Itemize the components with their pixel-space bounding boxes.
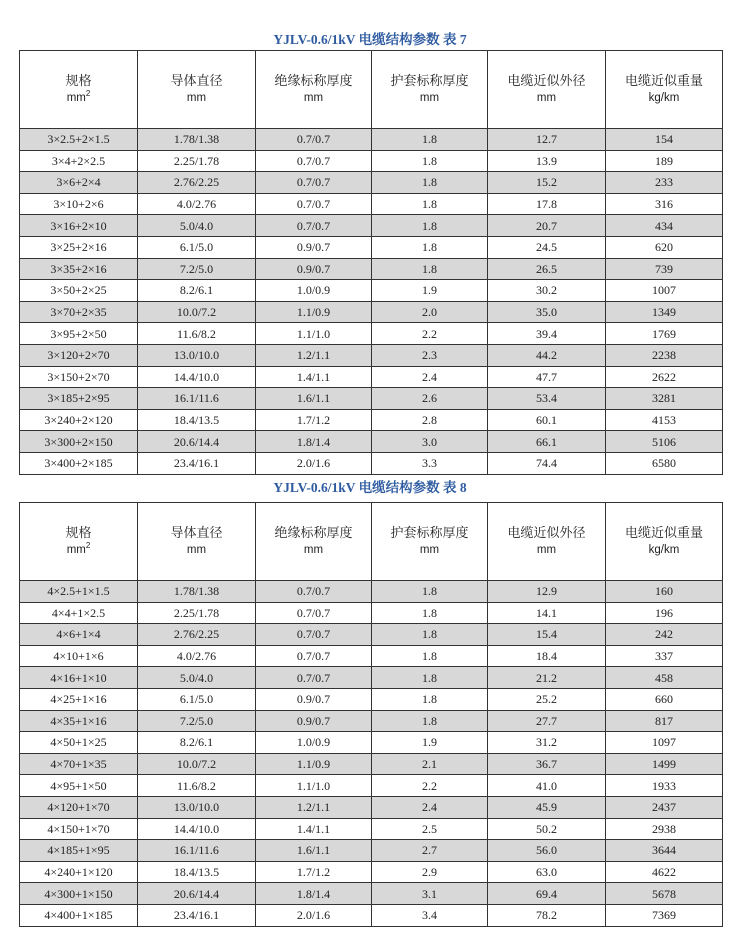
table-cell: 16.1/11.6 (138, 840, 256, 862)
column-header-label: 导体直径 (170, 525, 223, 541)
table-cell: 45.9 (488, 796, 606, 818)
table-cell: 6.1/5.0 (138, 236, 256, 258)
table-cell: 5.0/4.0 (138, 215, 256, 237)
table-cell: 1.8/1.4 (256, 431, 372, 453)
table-cell: 74.4 (488, 452, 606, 474)
table-cell: 0.9/0.7 (256, 688, 372, 710)
table-cell: 0.7/0.7 (256, 150, 372, 172)
column-header (372, 503, 488, 581)
table-row (20, 366, 723, 388)
table-row (20, 323, 723, 345)
table-cell: 18.4/13.5 (138, 861, 256, 883)
table-cell: 3×95+2×50 (20, 323, 138, 345)
table-cell: 44.2 (488, 344, 606, 366)
table-cell: 3×4+2×2.5 (20, 150, 138, 172)
table-cell: 12.7 (488, 129, 606, 151)
table-cell: 1.8 (372, 172, 488, 194)
table-cell: 0.7/0.7 (256, 215, 372, 237)
column-header (256, 503, 372, 581)
table-cell: 15.4 (488, 624, 606, 646)
table-8-title: YJLV-0.6/1kV 电缆结构参数 表 8 (273, 480, 467, 495)
table-cell: 154 (606, 129, 723, 151)
table-cell: 78.2 (488, 904, 606, 926)
table-cell: 3×120+2×70 (20, 344, 138, 366)
table-cell: 3×185+2×95 (20, 388, 138, 410)
table-cell: 2.9 (372, 861, 488, 883)
table-cell: 660 (606, 688, 723, 710)
table-cell: 30.2 (488, 280, 606, 302)
table-cell: 2.2 (372, 775, 488, 797)
column-header-label: 规格 (65, 73, 92, 89)
column-header-label: 电缆近似重量 (624, 73, 703, 89)
table-cell: 10.0/7.2 (138, 753, 256, 775)
table-cell: 2938 (606, 818, 723, 840)
table-cell: 0.9/0.7 (256, 710, 372, 732)
table-row (20, 904, 723, 926)
table-cell: 11.6/8.2 (138, 323, 256, 345)
table-cell: 4×6+1×4 (20, 624, 138, 646)
table-cell: 4×70+1×35 (20, 753, 138, 775)
table-row (20, 624, 723, 646)
column-header-label: 电缆近似外径 (507, 525, 586, 541)
table-cell: 2.3 (372, 344, 488, 366)
table-cell: 1.8 (372, 688, 488, 710)
table-row (20, 840, 723, 862)
table-cell: 1.8 (372, 258, 488, 280)
table-cell: 20.6/14.4 (138, 883, 256, 905)
table-cell: 4×150+1×70 (20, 818, 138, 840)
column-header (138, 503, 256, 581)
unit-superscript: 2 (85, 540, 91, 550)
table-cell: 6580 (606, 452, 723, 474)
table-cell: 0.9/0.7 (256, 258, 372, 280)
table-row (20, 753, 723, 775)
table-cell: 233 (606, 172, 723, 194)
table-cell: 1.7/1.2 (256, 861, 372, 883)
cable-spec-table-8 (19, 502, 723, 927)
table-cell: 1.0/0.9 (256, 280, 372, 302)
column-header-label: 绝缘标称厚度 (274, 73, 353, 89)
table-row (20, 710, 723, 732)
table-cell: 2.0/1.6 (256, 904, 372, 926)
table-row (20, 388, 723, 410)
table-cell: 3.3 (372, 452, 488, 474)
table-cell: 3.4 (372, 904, 488, 926)
table-cell: 39.4 (488, 323, 606, 345)
table-cell: 0.7/0.7 (256, 581, 372, 603)
table-cell: 7369 (606, 904, 723, 926)
column-header-unit: mm (303, 91, 324, 104)
table-cell: 3×150+2×70 (20, 366, 138, 388)
table-cell: 18.4 (488, 645, 606, 667)
table-row (20, 172, 723, 194)
column-header-label: 护套标称厚度 (390, 525, 469, 541)
cable-spec-table-7 (19, 50, 723, 475)
table-cell: 1.1/1.0 (256, 323, 372, 345)
table-cell: 53.4 (488, 388, 606, 410)
table-cell: 2.7 (372, 840, 488, 862)
table-cell: 18.4/13.5 (138, 409, 256, 431)
table-cell: 2.0 (372, 301, 488, 323)
table-row (20, 215, 723, 237)
table-cell: 4×120+1×70 (20, 796, 138, 818)
table-cell: 1.8 (372, 215, 488, 237)
column-header-label: 电缆近似外径 (507, 73, 586, 89)
table-row (20, 883, 723, 905)
table-cell: 7.2/5.0 (138, 258, 256, 280)
column-header-label: 绝缘标称厚度 (274, 525, 353, 541)
column-header-unit: kg/km (648, 543, 680, 556)
table-cell: 160 (606, 581, 723, 603)
table-cell: 4622 (606, 861, 723, 883)
table-cell: 4×400+1×185 (20, 904, 138, 926)
table-cell: 1.8 (372, 193, 488, 215)
table-row (20, 602, 723, 624)
table-cell: 2.2 (372, 323, 488, 345)
table-cell: 14.4/10.0 (138, 818, 256, 840)
table-cell: 23.4/16.1 (138, 904, 256, 926)
column-header-unit: mm (536, 543, 557, 556)
table-cell: 337 (606, 645, 723, 667)
table-row (20, 301, 723, 323)
table-cell: 3×240+2×120 (20, 409, 138, 431)
column-header (138, 51, 256, 129)
table-row (20, 280, 723, 302)
table-cell: 13.9 (488, 150, 606, 172)
table-cell: 1007 (606, 280, 723, 302)
table-row (20, 193, 723, 215)
table-cell: 1.8 (372, 710, 488, 732)
table-row (20, 344, 723, 366)
table-cell: 0.7/0.7 (256, 667, 372, 689)
table-cell: 2437 (606, 796, 723, 818)
table-row (20, 818, 723, 840)
table-cell: 1.78/1.38 (138, 129, 256, 151)
table-7-title: YJLV-0.6/1kV 电缆结构参数 表 7 (273, 32, 467, 47)
table-cell: 20.6/14.4 (138, 431, 256, 453)
column-header-unit: mm (419, 543, 440, 556)
table-cell: 2.25/1.78 (138, 602, 256, 624)
table-row (20, 581, 723, 603)
table-cell: 15.2 (488, 172, 606, 194)
column-header-unit: $mm^2$ (66, 540, 91, 556)
table-cell: 3644 (606, 840, 723, 862)
table-cell: 1.8 (372, 667, 488, 689)
table-cell: 1097 (606, 732, 723, 754)
table-cell: 2.25/1.78 (138, 150, 256, 172)
table-cell: 25.2 (488, 688, 606, 710)
table-cell: 1.2/1.1 (256, 344, 372, 366)
table-row (20, 452, 723, 474)
column-header (20, 51, 138, 129)
column-header-label: 规格 (65, 525, 92, 541)
table-cell: 4×185+1×95 (20, 840, 138, 862)
table-cell: 1.9 (372, 280, 488, 302)
column-header (606, 503, 723, 581)
column-header-unit: kg/km (648, 91, 680, 104)
table-cell: 1.1/0.9 (256, 301, 372, 323)
table-row (20, 775, 723, 797)
table-cell: 60.1 (488, 409, 606, 431)
table-cell: 4×10+1×6 (20, 645, 138, 667)
column-header (372, 51, 488, 129)
table-cell: 3.0 (372, 431, 488, 453)
table-cell: 1.9 (372, 732, 488, 754)
table-cell: 1.6/1.1 (256, 388, 372, 410)
table-cell: 0.7/0.7 (256, 172, 372, 194)
table-cell: 3×6+2×4 (20, 172, 138, 194)
table-header-row (20, 503, 723, 581)
table-cell: 2.6 (372, 388, 488, 410)
table-cell: 20.7 (488, 215, 606, 237)
table-cell: 7.2/5.0 (138, 710, 256, 732)
table-cell: 3×10+2×6 (20, 193, 138, 215)
table-cell: 817 (606, 710, 723, 732)
table-cell: 2.0/1.6 (256, 452, 372, 474)
table-cell: 1.8 (372, 602, 488, 624)
column-header-unit: mm (419, 91, 440, 104)
table-cell: 1.7/1.2 (256, 409, 372, 431)
table-cell: 1.4/1.1 (256, 818, 372, 840)
table-row (20, 150, 723, 172)
table-cell: 0.9/0.7 (256, 236, 372, 258)
table-cell: 1.8 (372, 150, 488, 172)
column-header-label: 电缆近似重量 (624, 525, 703, 541)
column-header-unit: $mm^2$ (66, 88, 91, 104)
table-cell: 1.8 (372, 645, 488, 667)
table-cell: 36.7 (488, 753, 606, 775)
column-header-label: 护套标称厚度 (390, 73, 469, 89)
table-cell: 3×25+2×16 (20, 236, 138, 258)
table-cell: 1933 (606, 775, 723, 797)
table-row (20, 409, 723, 431)
table-row (20, 129, 723, 151)
table-header-row (20, 51, 723, 129)
table-cell: 69.4 (488, 883, 606, 905)
table-cell: 3×2.5+2×1.5 (20, 129, 138, 151)
table-cell: 0.7/0.7 (256, 193, 372, 215)
table-cell: 2.1 (372, 753, 488, 775)
table-cell: 4×2.5+1×1.5 (20, 581, 138, 603)
table-cell: 4×35+1×16 (20, 710, 138, 732)
table-row (20, 796, 723, 818)
table-row (20, 732, 723, 754)
table-cell: 1.1/0.9 (256, 753, 372, 775)
table-cell: 31.2 (488, 732, 606, 754)
table-cell: 3281 (606, 388, 723, 410)
table-row (20, 258, 723, 280)
column-header-unit: mm (186, 91, 207, 104)
column-header (488, 51, 606, 129)
table-cell: 63.0 (488, 861, 606, 883)
table-cell: 3×400+2×185 (20, 452, 138, 474)
table-cell: 1.6/1.1 (256, 840, 372, 862)
table-row (20, 861, 723, 883)
column-header (20, 503, 138, 581)
table-cell: 5.0/4.0 (138, 667, 256, 689)
table-cell: 4×300+1×150 (20, 883, 138, 905)
table-cell: 12.9 (488, 581, 606, 603)
table-cell: 3×50+2×25 (20, 280, 138, 302)
table-cell: 1.8 (372, 624, 488, 646)
table-cell: 3×70+2×35 (20, 301, 138, 323)
table-cell: 13.0/10.0 (138, 796, 256, 818)
table-cell: 1499 (606, 753, 723, 775)
table-cell: 2.76/2.25 (138, 624, 256, 646)
table-cell: 5678 (606, 883, 723, 905)
table-row (20, 645, 723, 667)
table-cell: 1.4/1.1 (256, 366, 372, 388)
table-cell: 16.1/11.6 (138, 388, 256, 410)
table-cell: 4.0/2.76 (138, 645, 256, 667)
column-header-unit: mm (186, 543, 207, 556)
table-cell: 27.7 (488, 710, 606, 732)
table-cell: 1.8 (372, 129, 488, 151)
table-cell: 316 (606, 193, 723, 215)
table-cell: 2.76/2.25 (138, 172, 256, 194)
table-cell: 35.0 (488, 301, 606, 323)
column-header (488, 503, 606, 581)
table-cell: 3×35+2×16 (20, 258, 138, 280)
table-row (20, 236, 723, 258)
table-cell: 50.2 (488, 818, 606, 840)
table-cell: 24.5 (488, 236, 606, 258)
table-cell: 66.1 (488, 431, 606, 453)
table-cell: 41.0 (488, 775, 606, 797)
column-header (256, 51, 372, 129)
table-cell: 3×16+2×10 (20, 215, 138, 237)
table-cell: 2622 (606, 366, 723, 388)
table-row (20, 688, 723, 710)
table-cell: 1.1/1.0 (256, 775, 372, 797)
table-cell: 1.8/1.4 (256, 883, 372, 905)
table-cell: 739 (606, 258, 723, 280)
table-cell: 2.8 (372, 409, 488, 431)
table-cell: 8.2/6.1 (138, 732, 256, 754)
table-cell: 196 (606, 602, 723, 624)
table-cell: 47.7 (488, 366, 606, 388)
table-cell: 2238 (606, 344, 723, 366)
table-cell: 4153 (606, 409, 723, 431)
column-header (606, 51, 723, 129)
table-cell: 14.4/10.0 (138, 366, 256, 388)
column-header-label: 导体直径 (170, 73, 223, 89)
table-cell: 4×16+1×10 (20, 667, 138, 689)
table-cell: 5106 (606, 431, 723, 453)
table-cell: 434 (606, 215, 723, 237)
table-row (20, 431, 723, 453)
table-cell: 23.4/16.1 (138, 452, 256, 474)
table-cell: 6.1/5.0 (138, 688, 256, 710)
column-header-unit: mm (303, 543, 324, 556)
table-cell: 10.0/7.2 (138, 301, 256, 323)
table-cell: 4.0/2.76 (138, 193, 256, 215)
table-cell: 0.7/0.7 (256, 645, 372, 667)
table-cell: 2.4 (372, 366, 488, 388)
table-cell: 4×95+1×50 (20, 775, 138, 797)
table-cell: 0.7/0.7 (256, 624, 372, 646)
table-cell: 458 (606, 667, 723, 689)
table-cell: 1.2/1.1 (256, 796, 372, 818)
table-cell: 1769 (606, 323, 723, 345)
table-cell: 0.7/0.7 (256, 602, 372, 624)
table-cell: 8.2/6.1 (138, 280, 256, 302)
table-cell: 4×240+1×120 (20, 861, 138, 883)
table-cell: 26.5 (488, 258, 606, 280)
table-cell: 4×25+1×16 (20, 688, 138, 710)
table-cell: 14.1 (488, 602, 606, 624)
table-cell: 13.0/10.0 (138, 344, 256, 366)
table-cell: 17.8 (488, 193, 606, 215)
table-cell: 1.0/0.9 (256, 732, 372, 754)
table-cell: 620 (606, 236, 723, 258)
table-cell: 2.4 (372, 796, 488, 818)
table-cell: 242 (606, 624, 723, 646)
table-cell: 2.5 (372, 818, 488, 840)
table-cell: 189 (606, 150, 723, 172)
table-cell: 1.8 (372, 236, 488, 258)
table-cell: 1349 (606, 301, 723, 323)
table-cell: 4×50+1×25 (20, 732, 138, 754)
table-cell: 21.2 (488, 667, 606, 689)
table-cell: 3.1 (372, 883, 488, 905)
table-cell: 0.7/0.7 (256, 129, 372, 151)
table-cell: 1.78/1.38 (138, 581, 256, 603)
column-header-unit: mm (536, 91, 557, 104)
table-cell: 11.6/8.2 (138, 775, 256, 797)
unit-superscript: 2 (85, 88, 91, 98)
table-cell: 3×300+2×150 (20, 431, 138, 453)
table-cell: 1.8 (372, 581, 488, 603)
table-cell: 4×4+1×2.5 (20, 602, 138, 624)
table-row (20, 667, 723, 689)
table-cell: 56.0 (488, 840, 606, 862)
